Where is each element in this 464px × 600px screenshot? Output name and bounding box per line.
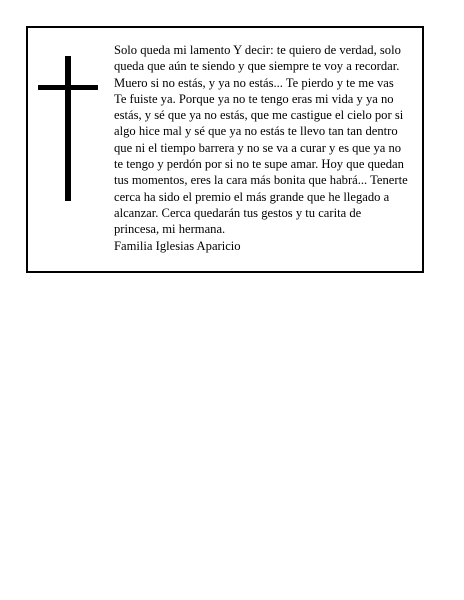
obituary-message: Solo queda mi lamento Y decir: te quiero de verdad, solo queda que aún te siendo y que siempre te voy a recordar. Muero si no estás, y ya no estás... Te pierdo y te me vas Te fuiste ya. Porque ya no te tengo eras mi vida y ya no estás, y sé que ya no estás, que me castigue el cielo por si algo hice mal y sé que ya no estás te llevo tan tan dentro que ni el tiempo barrera y no se va a curar y es que ya no te tengo y perdón por si no te supe amar. Hoy que quedan tus momentos, eres la cara más bonita que habrá... Tenerte cerca ha sido el premio el más grande que he llegado a alcanzar. Cerca quedarán tus gestos y tu carita de princesa, mi hermana. xyxy=(114,43,408,237)
cross-icon xyxy=(38,56,98,201)
cross-vertical-bar xyxy=(65,56,71,201)
obituary-text xyxy=(114,42,408,254)
cross-horizontal-bar xyxy=(38,85,98,90)
obituary-notice xyxy=(26,26,424,273)
obituary-signature: Familia Iglesias Aparicio xyxy=(114,238,241,253)
